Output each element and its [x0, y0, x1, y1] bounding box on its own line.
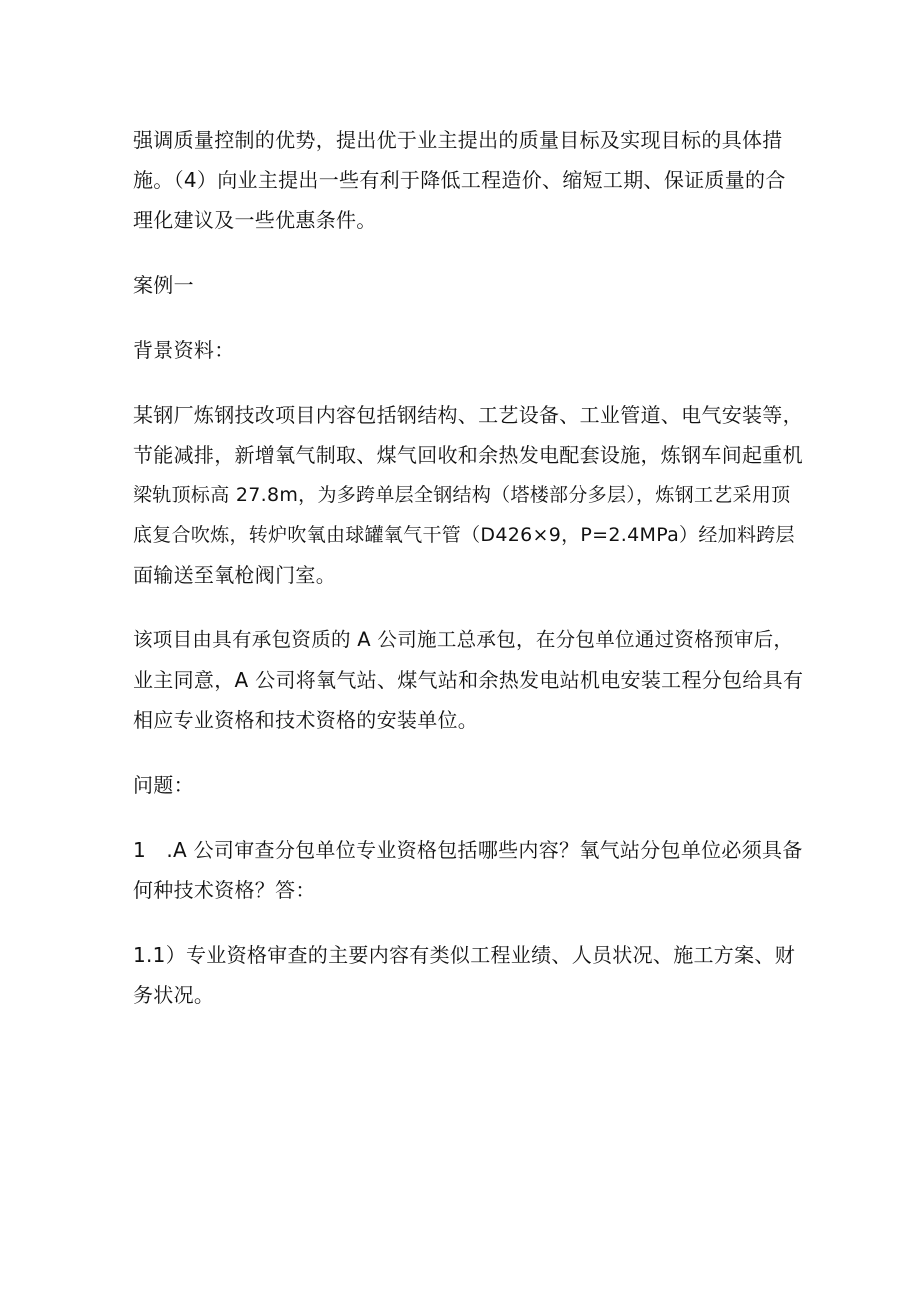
- text-line: 案例一: [133, 273, 194, 297]
- text-line: 相应专业资格和技术资格的安装单位。: [133, 708, 479, 732]
- answer-1-1: [133, 935, 803, 1015]
- text-line: 1.1）专业资格审查的主要内容有类似工程业绩、人员状况、施工方案、财: [133, 943, 796, 967]
- case-heading: [133, 265, 803, 305]
- document-body: [133, 120, 803, 1015]
- text-line: 某钢厂炼钢技改项目内容包括钢结构、工艺设备、工业管道、电气安装等，: [133, 403, 803, 427]
- text-line: 背景资料：: [133, 338, 235, 362]
- background-heading: [133, 330, 803, 370]
- paragraph-subcontracting: [133, 620, 803, 740]
- questions-heading: [133, 765, 803, 805]
- question-1: [133, 830, 803, 910]
- text-line: 强调质量控制的优势，提出优于业主提出的质量目标及实现目标的具体措: [133, 128, 783, 152]
- text-line: 1 .A 公司审查分包单位专业资格包括哪些内容？氧气站分包单位必须具备: [133, 838, 803, 862]
- text-line: 节能减排，新增氧气制取、煤气回收和余热发电配套设施，炼钢车间起重机: [133, 443, 803, 467]
- paragraph-project-description: [133, 395, 803, 595]
- text-line: 何种技术资格？答：: [133, 878, 316, 902]
- text-line: 理化建议及一些优惠条件。: [133, 208, 377, 232]
- text-line: 施。（4）向业主提出一些有利于降低工程造价、缩短工期、保证质量的合: [133, 168, 786, 192]
- text-line: 梁轨顶标高 27.8m，为多跨单层全钢结构（塔楼部分多层），炼钢工艺采用顶: [133, 484, 791, 506]
- paragraph-quality-advantage: [133, 120, 803, 240]
- text-line: 业主同意，A 公司将氧气站、煤气站和余热发电站机电安装工程分包给具有: [133, 668, 804, 692]
- text-line: 问题：: [133, 773, 194, 797]
- text-line: 底复合吹炼，转炉吹氧由球罐氧气干管（D426×9，P=2.4MPa）经加料跨层: [133, 524, 795, 546]
- text-line: 面输送至氧枪阀门室。: [133, 563, 336, 587]
- text-line: 该项目由具有承包资质的 A 公司施工总承包，在分包单位通过资格预审后，: [133, 628, 794, 651]
- text-line: 务状况。: [133, 983, 215, 1007]
